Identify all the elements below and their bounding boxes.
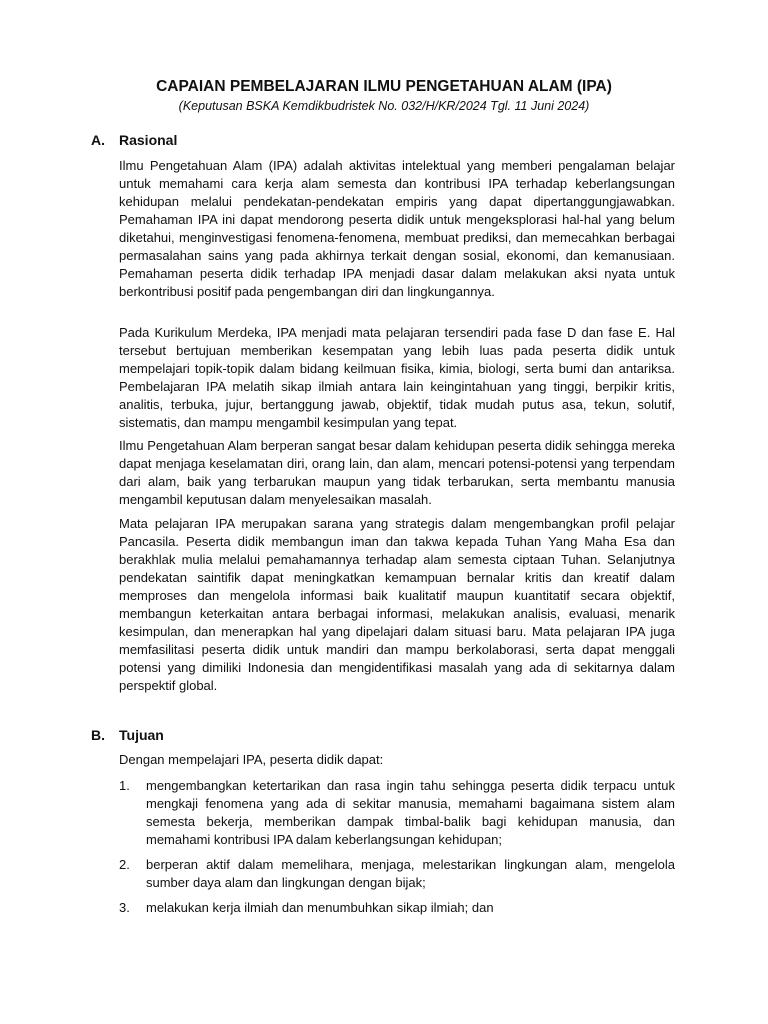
tujuan-intro: Dengan mempelajari IPA, peserta didik dapat:	[119, 752, 384, 767]
section-b-letter: B.	[91, 727, 105, 743]
list-item-text: berperan aktif dalam memelihara, menjaga, melestarikan lingkungan alam, mengelola sumber daya alam dan lingkungan dengan bijak;	[146, 857, 675, 890]
list-item	[119, 777, 675, 849]
list-item-number: 1.	[119, 778, 130, 793]
list-item-text: melakukan kerja ilmiah dan menumbuhkan sikap ilmiah; dan	[146, 900, 494, 915]
paragraph-rasional-3: Ilmu Pengetahuan Alam berperan sangat besar dalam kehidupan peserta didik sehingga mereka dapat menjaga keselamatan diri, orang lain, dan alam, mencari potensi-potensi yang terpendam dari alam, baik yang terbarukan maupun yang tidak terbarukan, serta membantu manusia mengambil keputusan dalam menyelesaikan masalah.	[119, 438, 675, 507]
section-a-heading	[91, 131, 177, 149]
section-b-title: Tujuan	[119, 727, 164, 743]
paragraph-rasional-2: Pada Kurikulum Merdeka, IPA menjadi mata pelajaran tersendiri pada fase D dan fase E. Hal tersebut bertujuan memberikan kesempatan yang lebih luas pada peserta didik untuk mempelajari topik-topik dalam bidang keilmuan fisika, kimia, biologi, serta bumi dan antariksa. Pembelajaran IPA melatih sikap ilmiah antara lain keingintahuan yang tinggi, berpikir kritis, analitis, terbuka, jujur, bertanggung jawab, objektif, tidak mudah putus asa, tekun, solutif, sistematis, dan mampu mengambil kesimpulan yang tepat.	[119, 325, 675, 430]
list-item-number: 2.	[119, 857, 130, 872]
paragraph-rasional-4: Mata pelajaran IPA merupakan sarana yang strategis dalam mengembangkan profil pelajar Pancasila. Peserta didik membangun iman dan takwa kepada Tuhan Yang Maha Esa dan berakhlak mulia melalui pemahamannya terhadap alam semesta ciptaan Tuhan. Selanjutnya pendekatan saintifik dapat meningkatkan kemampuan bernalar kritis dan kreatif dalam memproses dan mengelola informasi baik kualitatif maupun kuantitatif secara objektif, membangun keterkaitan antara berbagai informasi, melakukan analisis, evaluasi, menarik kesimpulan, dan menerapkan hal yang dipelajari dalam situasi baru. Mata pelajaran IPA juga memfasilitasi peserta didik untuk mandiri dan mampu berkolaborasi, serta dapat menggali potensi yang dimiliki Indonesia dan mengidentifikasi masalah yang ada di sekitarnya dalam perspektif global.	[119, 516, 675, 693]
document-subtitle: (Keputusan BSKA Kemdikbudristek No. 032/H/KR/2024 Tgl. 11 Juni 2024)	[178, 99, 590, 113]
list-item	[119, 856, 675, 892]
section-b-heading	[91, 726, 164, 744]
section-a-letter: A.	[91, 132, 105, 148]
list-item-text: mengembangkan ketertarikan dan rasa ingin tahu sehingga peserta didik terpacu untuk mengkaji fenomena yang ada di sekitar manusia, memahami bagaimana sistem alam semesta bekerja, memberikan dampak timbal-balik bagi kehidupan manusia, dan memahami kontribusi IPA dalam keberlangsungan kehidupan;	[146, 778, 675, 847]
paragraph-rasional-1: Ilmu Pengetahuan Alam (IPA) adalah aktivitas intelektual yang memberi pengalaman belajar untuk memahami cara kerja alam semesta dan kontribusi IPA terhadap keberlangsungan kehidupan melalui pendekatan-pendekatan empiris yang dapat dipertanggungjawabkan. Pemahaman IPA ini dapat mendorong peserta didik untuk mengeksplorasi hal-hal yang belum diketahui, menginvestigasi fenomena-fenomena, membuat prediksi, dan memecahkan berbagai permasalahan sains yang pada akhirnya terkait dengan sosial, ekonomi, dan kemanusiaan. Pemahaman peserta didik terhadap IPA menjadi dasar dalam melakukan aksi nyata untuk berkontribusi positif pada pengembangan diri dan lingkungannya.	[119, 158, 675, 299]
list-item	[119, 899, 675, 917]
section-a-title: Rasional	[119, 132, 178, 148]
document-title: CAPAIAN PEMBELAJARAN ILMU PENGETAHUAN ALAM (IPA)	[156, 78, 612, 95]
list-item-number: 3.	[119, 900, 130, 915]
